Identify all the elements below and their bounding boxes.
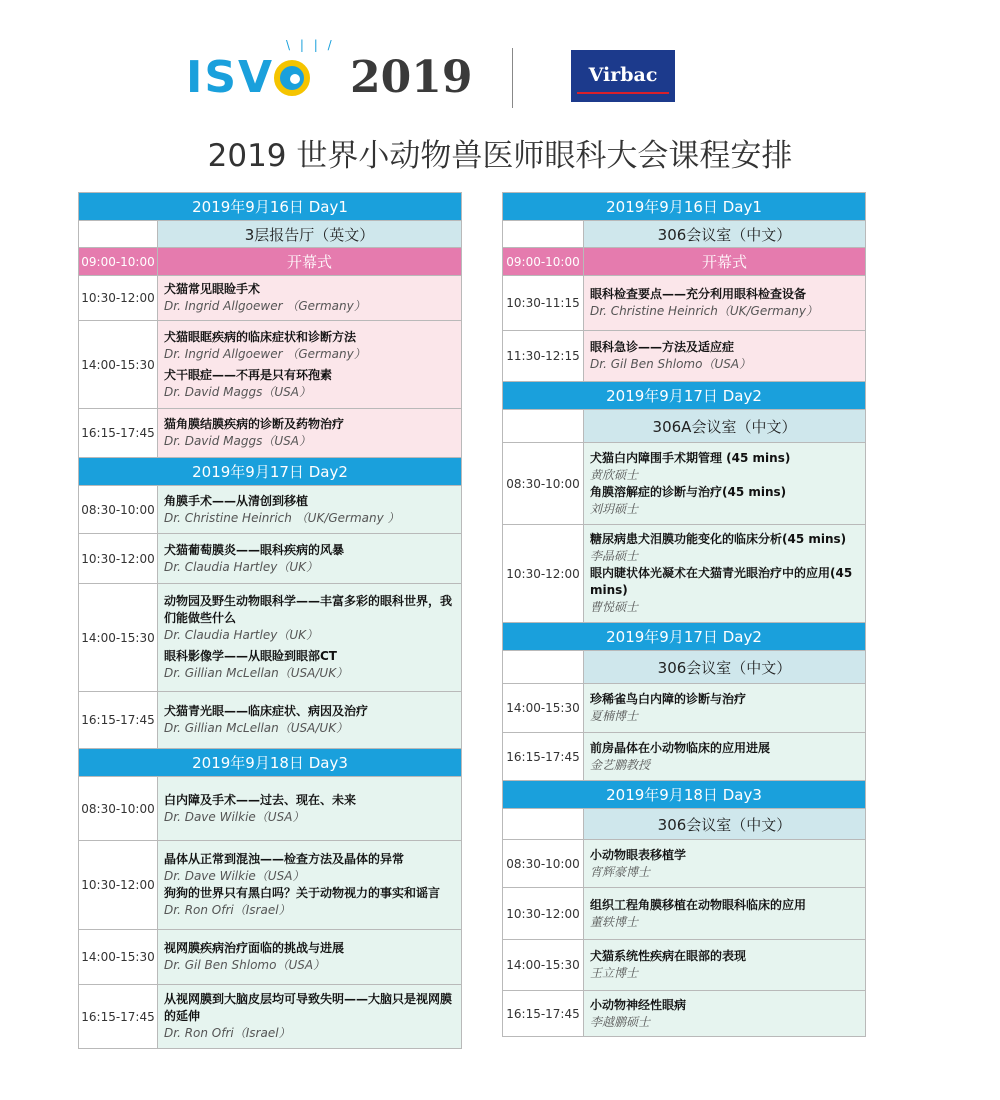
venue-row <box>503 651 866 684</box>
opening-label: 开幕式 <box>584 248 866 276</box>
talk-title: 犬猫眼眶疾病的临床症状和诊断方法 <box>164 329 357 344</box>
venue-row <box>503 809 866 840</box>
session-row <box>79 692 462 749</box>
day-header-label: 2019年9月16日 Day1 <box>503 193 866 221</box>
session-time: 16:15-17:45 <box>503 733 584 781</box>
session-time: 16:15-17:45 <box>79 409 158 458</box>
talk-title: 犬猫常见眼睑手术 <box>164 282 261 296</box>
talk-title: 眼内睫状体光凝术在犬猫青光眼治疗中的应用(45 mins) <box>590 566 853 597</box>
speaker: Dr. Dave Wilkie（USA） <box>164 869 305 883</box>
speaker: Dr. Ron Ofri（Israel） <box>164 1026 291 1040</box>
speaker: Dr. David Maggs（USA） <box>164 384 311 399</box>
talk-title: 小动物神经性眼病 <box>590 997 687 1012</box>
session-time: 11:30-12:15 <box>503 331 584 382</box>
session-content <box>158 692 462 749</box>
session-content <box>584 840 866 888</box>
speaker: 金艺鹏教授 <box>590 757 651 772</box>
session-time: 16:15-17:45 <box>79 985 158 1049</box>
talk-title: 犬猫葡萄膜炎——眼科疾病的风暴 <box>164 542 345 557</box>
session-row <box>503 733 866 781</box>
session-time: 10:30-12:00 <box>79 276 158 321</box>
speaker: Dr. Gillian McLellan（USA/UK） <box>164 666 349 680</box>
session-time: 08:30-10:00 <box>79 777 158 841</box>
talk-title: 眼科急诊——方法及适应症 <box>590 340 735 354</box>
session-time: 10:30-12:00 <box>503 888 584 940</box>
isvo-logo <box>186 52 310 103</box>
talk-title: 动物园及野生动物眼科学——丰富多彩的眼科世界，我们能做些什么 <box>164 594 453 625</box>
session-row <box>79 841 462 930</box>
session-time: 14:00-15:30 <box>79 321 158 409</box>
speaker: Dr. Ingrid Allgoewer （Germany） <box>164 346 366 361</box>
opening-row <box>79 248 462 276</box>
day-header-label: 2019年9月17日 Day2 <box>503 623 866 651</box>
session-row <box>79 486 462 534</box>
session-content <box>584 276 866 331</box>
venue-label: 306会议室（中文） <box>584 809 866 840</box>
session-time: 14:00-15:30 <box>503 940 584 991</box>
session-row <box>79 985 462 1049</box>
session-row <box>503 888 866 940</box>
session-row <box>503 276 866 331</box>
session-content <box>584 991 866 1037</box>
talk-title: 犬猫青光眼——临床症状、病因及治疗 <box>164 704 369 718</box>
isvo-text: ISV <box>186 52 275 103</box>
day-header <box>79 458 462 486</box>
opening-time: 09:00-10:00 <box>503 248 584 276</box>
session-content <box>584 443 866 525</box>
session-row <box>79 276 462 321</box>
day-header-label: 2019年9月17日 Day2 <box>503 382 866 410</box>
opening-time: 09:00-10:00 <box>79 248 158 276</box>
session-content <box>584 525 866 623</box>
session-time: 14:00-15:30 <box>79 584 158 692</box>
session-time: 08:30-10:00 <box>503 840 584 888</box>
session-row <box>503 525 866 623</box>
venue-label: 306A会议室（中文） <box>584 410 866 443</box>
session-time: 10:30-11:15 <box>503 276 584 331</box>
page-title: 2019 世界小动物兽医师眼科大会课程安排 <box>207 138 793 174</box>
speaker: Dr. Ron Ofri（Israel） <box>164 903 291 917</box>
talk-title: 珍稀雀鸟白内障的诊断与治疗 <box>590 692 747 706</box>
session-time: 10:30-12:00 <box>79 841 158 930</box>
session-content <box>158 321 462 409</box>
speaker: 李晶硕士 <box>590 549 639 563</box>
session-row <box>79 777 462 841</box>
talk-title: 从视网膜到大脑皮层均可导致失明——大脑只是视网膜的延伸 <box>164 992 453 1023</box>
session-time: 10:30-12:00 <box>503 525 584 623</box>
left-schedule <box>78 192 462 1049</box>
speaker: 曹悦硕士 <box>590 600 639 614</box>
day-header-label: 2019年9月18日 Day3 <box>503 781 866 809</box>
session-time: 14:00-15:30 <box>79 930 158 985</box>
speaker: 李越鹏硕士 <box>590 1014 651 1029</box>
speaker: 宵辉豪博士 <box>590 864 651 879</box>
session-row <box>79 409 462 458</box>
speaker: Dr. Dave Wilkie（USA） <box>164 809 305 824</box>
session-content <box>584 331 866 382</box>
right-schedule <box>502 192 866 1037</box>
speaker: 黄欣硕士 <box>590 467 639 482</box>
speaker: Dr. David Maggs（USA） <box>164 434 311 448</box>
session-content <box>584 684 866 733</box>
speaker: Dr. Gil Ben Shlomo（USA） <box>590 357 752 371</box>
speaker: Dr. Claudia Hartley（UK） <box>164 628 318 642</box>
venue-row <box>503 221 866 248</box>
session-content <box>158 841 462 930</box>
logo-year: 2019 <box>350 52 473 103</box>
session-row <box>79 584 462 692</box>
session-row <box>79 930 462 985</box>
logo-divider <box>512 48 513 108</box>
venue-label: 306会议室（中文） <box>584 651 866 684</box>
talk-title: 眼科检查要点——充分利用眼科检查设备 <box>590 287 807 301</box>
talk-title: 狗狗的世界只有黑白吗？关于动物视力的事实和谣言 <box>164 886 441 900</box>
speaker: 王立博士 <box>590 966 639 980</box>
talk-title: 角膜溶解症的诊断与治疗(45 mins) <box>590 484 787 499</box>
session-content <box>158 777 462 841</box>
session-time: 14:00-15:30 <box>503 684 584 733</box>
session-row <box>503 331 866 382</box>
speaker: Dr. Christine Heinrich（UK/Germany） <box>590 304 818 318</box>
eye-icon <box>274 60 310 96</box>
speaker: 刘玥硕士 <box>590 501 639 516</box>
day-header <box>79 749 462 777</box>
day-header <box>503 193 866 221</box>
session-time: 16:15-17:45 <box>79 692 158 749</box>
venue-row <box>503 410 866 443</box>
session-row <box>79 321 462 409</box>
session-content <box>158 930 462 985</box>
session-content <box>158 534 462 584</box>
day-header <box>503 382 866 410</box>
session-content <box>584 733 866 781</box>
speaker: 夏楠博士 <box>590 709 639 723</box>
session-row <box>503 443 866 525</box>
talk-title: 组织工程角膜移植在动物眼科临床的应用 <box>590 897 807 912</box>
talk-title: 犬干眼症——不再是只有环孢素 <box>164 367 333 382</box>
session-row <box>503 840 866 888</box>
talk-title: 前房晶体在小动物临床的应用进展 <box>590 740 771 755</box>
session-time: 08:30-10:00 <box>79 486 158 534</box>
day-header <box>503 781 866 809</box>
speaker: 董轶博士 <box>590 914 639 929</box>
day-header-label: 2019年9月17日 Day2 <box>79 458 462 486</box>
session-row <box>503 991 866 1037</box>
session-content <box>158 409 462 458</box>
session-content <box>158 584 462 692</box>
speaker: Dr. Gil Ben Shlomo（USA） <box>164 958 326 972</box>
venue-row <box>79 221 462 248</box>
day-header-label: 2019年9月18日 Day3 <box>79 749 462 777</box>
opening-label: 开幕式 <box>158 248 462 276</box>
day-header <box>79 193 462 221</box>
right-schedule-table <box>502 192 866 1037</box>
session-row <box>503 940 866 991</box>
venue-label: 306会议室（中文） <box>584 221 866 248</box>
session-content <box>584 888 866 940</box>
session-content <box>584 940 866 991</box>
session-row <box>79 534 462 584</box>
logo-row <box>0 38 1000 108</box>
speaker: Dr. Claudia Hartley（UK） <box>164 559 318 574</box>
session-content <box>158 985 462 1049</box>
left-schedule-table <box>78 192 462 1049</box>
virbac-logo: Virbac <box>571 50 675 102</box>
talk-title: 小动物眼表移植学 <box>590 847 687 862</box>
session-row <box>503 684 866 733</box>
venue-label: 3层报告厅（英文） <box>158 221 462 248</box>
talk-title: 糖尿病患犬泪膜功能变化的临床分析(45 mins) <box>590 532 847 546</box>
session-content <box>158 486 462 534</box>
session-content <box>158 276 462 321</box>
talk-title: 视网膜疾病治疗面临的挑战与进展 <box>164 941 345 955</box>
talk-title: 晶体从正常到混浊——检查方法及晶体的异常 <box>164 852 405 866</box>
session-time: 08:30-10:00 <box>503 443 584 525</box>
eyelash-decoration: \ | | / <box>286 38 335 52</box>
session-time: 10:30-12:00 <box>79 534 158 584</box>
day-header <box>503 623 866 651</box>
opening-row <box>503 248 866 276</box>
day-header-label: 2019年9月16日 Day1 <box>79 193 462 221</box>
talk-title: 犬猫白内障围手术期管理 (45 mins) <box>590 450 791 465</box>
talk-title: 猫角膜结膜疾病的诊断及药物治疗 <box>164 417 345 431</box>
speaker: Dr. Ingrid Allgoewer （Germany） <box>164 299 366 313</box>
speaker: Dr. Christine Heinrich （UK/Germany ） <box>164 510 400 525</box>
talk-title: 犬猫系统性疾病在眼部的表现 <box>590 949 747 963</box>
talk-title: 角膜手术——从清创到移植 <box>164 493 309 508</box>
talk-title: 白内障及手术——过去、现在、未来 <box>164 792 357 807</box>
session-time: 16:15-17:45 <box>503 991 584 1037</box>
talk-title: 眼科影像学——从眼睑到眼部CT <box>164 649 337 663</box>
speaker: Dr. Gillian McLellan（USA/UK） <box>164 721 349 735</box>
